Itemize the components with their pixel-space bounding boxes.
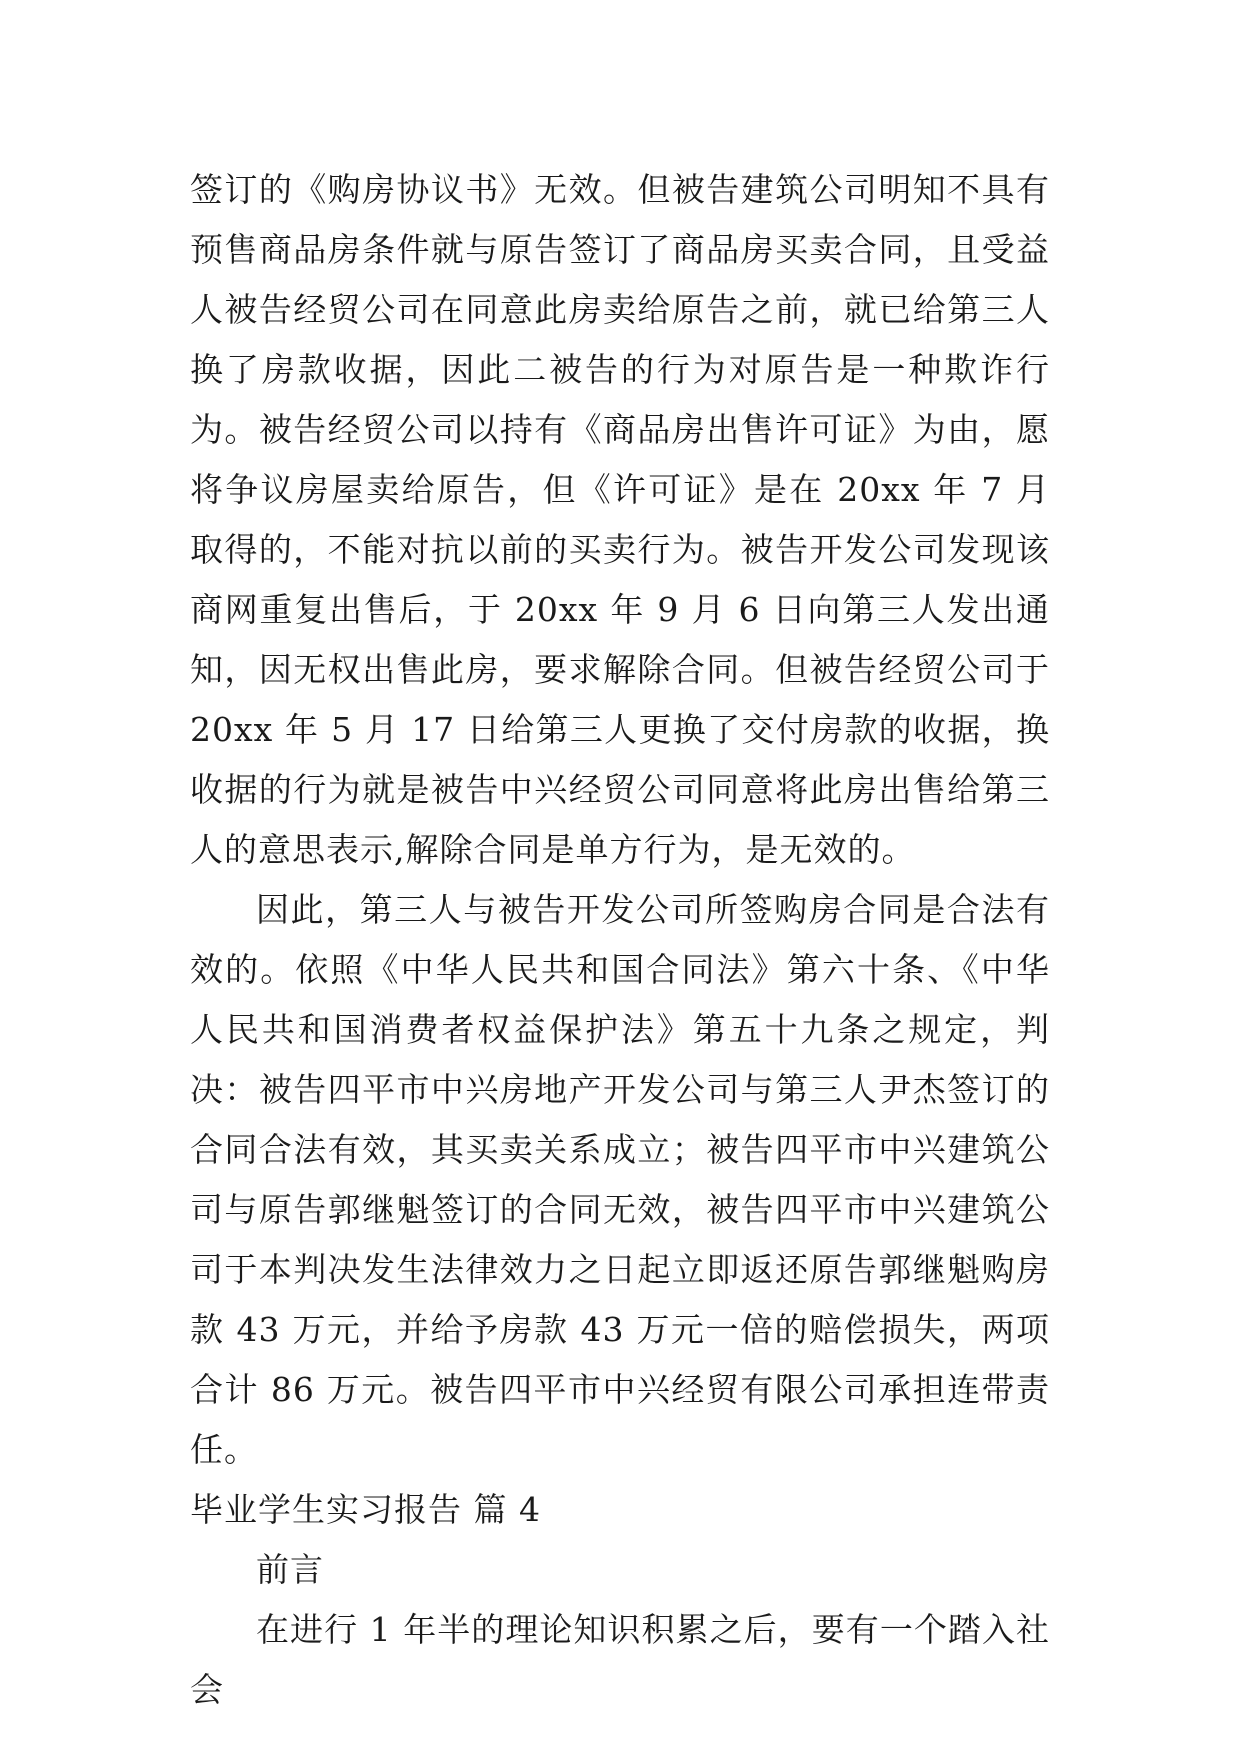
subheading: 前言	[256, 1550, 324, 1589]
paragraph-3: 在进行 1 年半的理论知识积累之后，要有一个踏入社会	[190, 1610, 1050, 1709]
document-page	[190, 160, 1050, 1720]
paragraph-1: 签订的《购房协议书》无效。但被告建筑公司明知不具有预售商品房条件就与原告签订了商品房买卖合同，且受益人被告经贸公司在同意此房卖给原告之前，就已给第三人换了房款收据，因此二被告的行为对原告是一种欺诈行为。被告经贸公司以持有《商品房出售许可证》为由，愿将争议房屋卖给原告，但《许可证》是在 20xx 年 7 月取得的，不能对抗以前的买卖行为。被告开发公司发现该商网重复出售后，于 20xx 年 9 月 6 日向第三人发出通知，因无权出售此房，要求解除合同。但被告经贸公司于 20xx 年 5 月 17 日给第三人更换了交付房款的收据，换收据的行为就是被告中兴经贸公司同意将此房出售给第三人的意思表示,解除合同是单方行为，是无效的。	[190, 170, 1050, 869]
paragraph-2: 因此，第三人与被告开发公司所签购房合同是合法有效的。依照《中华人民共和国合同法》第六十条、《中华人民共和国消费者权益保护法》第五十九条之规定，判决：被告四平市中兴房地产开发公司与第三人尹杰签订的合同合法有效，其买卖关系成立；被告四平市中兴建筑公司与原告郭继魁签订的合同无效，被告四平市中兴建筑公司于本判决发生法律效力之日起立即返还原告郭继魁购房款 43 万元，并给予房款 43 万元一倍的赔偿损失，两项合计 86 万元。被告四平市中兴经贸有限公司承担连带责任。	[190, 890, 1050, 1469]
section-heading: 毕业学生实习报告 篇 4	[190, 1490, 541, 1529]
